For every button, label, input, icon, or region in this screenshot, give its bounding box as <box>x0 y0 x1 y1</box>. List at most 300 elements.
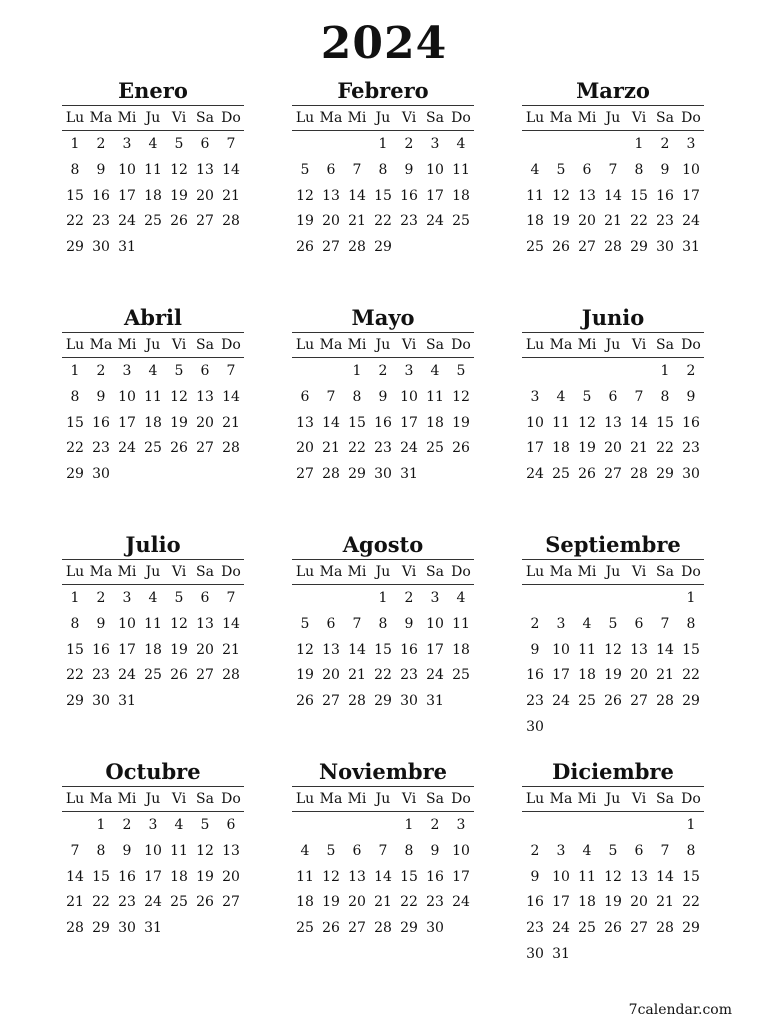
month-febrero <box>292 76 474 303</box>
weekday-label: Mi <box>117 337 137 353</box>
day-cell: 12 <box>578 414 596 431</box>
empty-cell <box>574 359 600 385</box>
weekday-label: Sa <box>196 337 214 353</box>
empty-cell <box>522 586 548 612</box>
weekday-label: Vi <box>171 564 187 580</box>
month-name: Diciembre <box>552 759 674 784</box>
day-cell: 27 <box>578 239 596 256</box>
weekday-label: Lu <box>295 110 315 126</box>
day-cell: 30 <box>526 945 544 962</box>
day-cell: 21 <box>374 894 392 911</box>
day-cell: 29 <box>630 239 648 256</box>
empty-cell <box>522 359 548 385</box>
weekday-label: Lu <box>295 564 315 580</box>
day-cell: 16 <box>92 187 110 204</box>
day-cell: 9 <box>660 161 670 178</box>
site-watermark: 7calendar.com <box>628 1002 732 1018</box>
day-cell: 26 <box>170 667 188 684</box>
day-cell: 23 <box>92 440 110 457</box>
day-cell: 5 <box>300 615 310 632</box>
day-cell: 29 <box>66 466 84 483</box>
month-name: Junio <box>581 305 645 330</box>
day-cell: 29 <box>374 693 392 710</box>
day-cell: 20 <box>222 868 240 885</box>
day-cell: 25 <box>144 440 162 457</box>
day-cell: 3 <box>556 842 566 859</box>
day-cell: 7 <box>378 842 388 859</box>
day-cell: 11 <box>296 868 314 885</box>
months-grid <box>62 76 704 984</box>
weekday-label: Sa <box>656 337 674 353</box>
day-cell: 15 <box>348 414 366 431</box>
day-cell: 30 <box>426 920 444 937</box>
weekday-label: Ma <box>549 337 573 353</box>
weekday-label: Ju <box>375 337 391 353</box>
day-cell: 17 <box>118 187 136 204</box>
weekday-label: Do <box>681 337 701 353</box>
day-cell: 7 <box>352 161 362 178</box>
weekday-label: Ju <box>375 564 391 580</box>
day-cell: 4 <box>582 615 592 632</box>
day-cell: 31 <box>400 466 418 483</box>
weekday-label: Ju <box>605 564 621 580</box>
day-cell: 22 <box>682 894 700 911</box>
day-cell: 8 <box>634 161 644 178</box>
day-cell: 27 <box>222 894 240 911</box>
day-cell: 11 <box>452 615 470 632</box>
day-cell: 20 <box>578 213 596 230</box>
day-cell: 7 <box>608 161 618 178</box>
day-cell: 23 <box>526 920 544 937</box>
weekday-label: Mi <box>347 564 367 580</box>
weekday-label: Ma <box>89 791 113 807</box>
day-cell: 6 <box>226 817 236 833</box>
day-cell: 28 <box>222 213 240 230</box>
day-cell: 1 <box>70 136 80 152</box>
day-cell: 28 <box>222 667 240 684</box>
day-cell: 26 <box>196 894 214 911</box>
day-cell: 12 <box>296 641 314 658</box>
day-cell: 22 <box>682 667 700 684</box>
day-cell: 30 <box>118 920 136 937</box>
weekday-label: Ma <box>549 564 573 580</box>
weekday-label: Ma <box>549 791 573 807</box>
day-cell: 17 <box>682 187 700 204</box>
day-cell: 25 <box>578 693 596 710</box>
day-cell: 29 <box>682 920 700 937</box>
weekday-header <box>522 786 704 812</box>
day-cell: 5 <box>456 363 466 379</box>
weekday-label: Ju <box>375 110 391 126</box>
day-cell: 9 <box>96 161 106 178</box>
day-cell: 6 <box>326 161 336 178</box>
weekday-label: Ju <box>605 337 621 353</box>
weekday-label: Mi <box>117 791 137 807</box>
day-cell: 21 <box>630 440 648 457</box>
day-grid <box>62 813 244 942</box>
day-cell: 16 <box>400 641 418 658</box>
day-cell: 22 <box>66 667 84 684</box>
weekday-label: Mi <box>577 110 597 126</box>
day-cell: 12 <box>452 388 470 405</box>
day-cell: 11 <box>144 615 162 632</box>
weekday-label: Do <box>681 564 701 580</box>
day-cell: 14 <box>604 187 622 204</box>
day-cell: 19 <box>170 641 188 658</box>
day-cell: 17 <box>552 894 570 911</box>
weekday-label: Mi <box>347 791 367 807</box>
day-cell: 8 <box>686 842 696 859</box>
day-cell: 22 <box>400 894 418 911</box>
day-cell: 8 <box>404 842 414 859</box>
day-cell: 22 <box>630 213 648 230</box>
day-cell: 24 <box>144 894 162 911</box>
weekday-header <box>62 786 244 812</box>
empty-cell <box>292 586 318 612</box>
day-cell: 9 <box>404 161 414 178</box>
day-cell: 19 <box>552 213 570 230</box>
day-cell: 9 <box>530 641 540 658</box>
day-cell: 6 <box>326 615 336 632</box>
day-cell: 29 <box>66 239 84 256</box>
day-cell: 13 <box>322 187 340 204</box>
day-cell: 25 <box>144 213 162 230</box>
weekday-label: Do <box>451 791 471 807</box>
day-cell: 19 <box>196 868 214 885</box>
day-cell: 11 <box>552 414 570 431</box>
day-cell: 15 <box>682 641 700 658</box>
day-cell: 11 <box>170 842 188 859</box>
day-cell: 3 <box>686 136 696 152</box>
day-cell: 17 <box>452 868 470 885</box>
day-cell: 15 <box>374 641 392 658</box>
empty-cell <box>548 586 574 612</box>
day-cell: 4 <box>456 136 466 152</box>
day-cell: 2 <box>530 615 540 632</box>
day-cell: 8 <box>686 615 696 632</box>
day-cell: 21 <box>656 667 674 684</box>
empty-cell <box>344 586 370 612</box>
weekday-label: Lu <box>525 791 545 807</box>
day-cell: 13 <box>196 161 214 178</box>
empty-cell <box>574 813 600 839</box>
day-cell: 30 <box>526 718 544 735</box>
day-grid <box>62 359 244 488</box>
day-cell: 10 <box>426 615 444 632</box>
day-cell: 10 <box>426 161 444 178</box>
day-cell: 21 <box>656 894 674 911</box>
day-cell: 5 <box>608 842 618 859</box>
day-cell: 21 <box>66 894 84 911</box>
day-cell: 13 <box>196 615 214 632</box>
empty-cell <box>318 586 344 612</box>
day-cell: 20 <box>196 414 214 431</box>
day-cell: 13 <box>196 388 214 405</box>
day-cell: 16 <box>426 868 444 885</box>
day-cell: 26 <box>296 239 314 256</box>
day-cell: 12 <box>170 161 188 178</box>
day-cell: 1 <box>96 817 106 833</box>
day-cell: 5 <box>608 615 618 632</box>
day-cell: 3 <box>122 590 132 606</box>
day-cell: 11 <box>452 161 470 178</box>
day-cell: 3 <box>556 615 566 632</box>
day-cell: 17 <box>526 440 544 457</box>
day-cell: 15 <box>66 187 84 204</box>
day-cell: 21 <box>222 187 240 204</box>
empty-cell <box>652 813 678 839</box>
day-cell: 25 <box>170 894 188 911</box>
day-cell: 19 <box>452 414 470 431</box>
day-cell: 20 <box>348 894 366 911</box>
day-cell: 26 <box>322 920 340 937</box>
day-cell: 30 <box>682 466 700 483</box>
day-cell: 4 <box>556 388 566 405</box>
day-cell: 10 <box>118 615 136 632</box>
day-cell: 1 <box>70 590 80 606</box>
day-cell: 10 <box>144 842 162 859</box>
weekday-label: Lu <box>65 791 85 807</box>
weekday-label: Do <box>221 337 241 353</box>
day-cell: 3 <box>148 817 158 833</box>
weekday-label: Sa <box>426 791 444 807</box>
empty-cell <box>318 132 344 158</box>
day-cell: 20 <box>322 213 340 230</box>
day-cell: 2 <box>96 136 106 152</box>
month-julio <box>62 530 244 757</box>
day-cell: 30 <box>656 239 674 256</box>
weekday-header <box>62 559 244 585</box>
day-cell: 15 <box>400 868 418 885</box>
day-cell: 9 <box>686 388 696 405</box>
day-cell: 7 <box>660 842 670 859</box>
day-cell: 2 <box>404 590 414 606</box>
day-cell: 6 <box>300 388 310 405</box>
day-cell: 13 <box>630 641 648 658</box>
day-cell: 21 <box>348 667 366 684</box>
day-cell: 14 <box>374 868 392 885</box>
day-cell: 31 <box>426 693 444 710</box>
weekday-label: Do <box>221 564 241 580</box>
day-cell: 6 <box>352 842 362 859</box>
weekday-label: Vi <box>631 564 647 580</box>
weekday-label: Vi <box>171 791 187 807</box>
day-cell: 15 <box>630 187 648 204</box>
day-cell: 10 <box>552 641 570 658</box>
day-cell: 24 <box>682 213 700 230</box>
month-septiembre <box>522 530 704 757</box>
day-cell: 27 <box>196 667 214 684</box>
empty-cell <box>292 359 318 385</box>
empty-cell <box>292 132 318 158</box>
day-cell: 19 <box>604 894 622 911</box>
weekday-label: Lu <box>295 337 315 353</box>
day-cell: 20 <box>630 894 648 911</box>
weekday-label: Ju <box>145 791 161 807</box>
day-grid <box>292 586 474 715</box>
empty-cell <box>574 586 600 612</box>
day-cell: 18 <box>578 667 596 684</box>
day-cell: 26 <box>578 466 596 483</box>
day-cell: 18 <box>578 894 596 911</box>
day-cell: 31 <box>118 693 136 710</box>
day-cell: 14 <box>630 414 648 431</box>
day-cell: 28 <box>604 239 622 256</box>
day-cell: 23 <box>682 440 700 457</box>
day-cell: 3 <box>530 388 540 405</box>
day-cell: 1 <box>660 363 670 379</box>
day-cell: 4 <box>174 817 184 833</box>
day-cell: 16 <box>118 868 136 885</box>
day-cell: 24 <box>426 213 444 230</box>
day-cell: 13 <box>296 414 314 431</box>
day-cell: 1 <box>686 817 696 833</box>
day-cell: 26 <box>604 920 622 937</box>
day-cell: 24 <box>526 466 544 483</box>
day-cell: 4 <box>148 136 158 152</box>
day-cell: 13 <box>578 187 596 204</box>
weekday-label: Do <box>451 110 471 126</box>
day-cell: 30 <box>92 466 110 483</box>
day-cell: 8 <box>378 161 388 178</box>
weekday-label: Do <box>451 337 471 353</box>
weekday-label: Mi <box>347 110 367 126</box>
day-cell: 12 <box>604 868 622 885</box>
day-cell: 23 <box>526 693 544 710</box>
weekday-label: Do <box>681 791 701 807</box>
day-cell: 9 <box>530 868 540 885</box>
day-cell: 19 <box>578 440 596 457</box>
day-cell: 8 <box>70 388 80 405</box>
day-cell: 26 <box>604 693 622 710</box>
day-cell: 18 <box>170 868 188 885</box>
day-cell: 17 <box>144 868 162 885</box>
day-cell: 30 <box>374 466 392 483</box>
month-name: Septiembre <box>545 532 681 557</box>
weekday-label: Ma <box>319 110 343 126</box>
day-cell: 28 <box>348 239 366 256</box>
weekday-label: Lu <box>65 564 85 580</box>
weekday-label: Sa <box>656 110 674 126</box>
day-cell: 29 <box>656 466 674 483</box>
day-cell: 27 <box>322 239 340 256</box>
weekday-label: Mi <box>577 791 597 807</box>
weekday-label: Ju <box>605 791 621 807</box>
day-cell: 8 <box>660 388 670 405</box>
empty-cell <box>548 132 574 158</box>
day-grid <box>292 359 474 488</box>
day-cell: 29 <box>348 466 366 483</box>
day-cell: 19 <box>296 213 314 230</box>
weekday-header <box>522 559 704 585</box>
day-cell: 5 <box>174 136 184 152</box>
day-cell: 23 <box>92 667 110 684</box>
weekday-header <box>62 332 244 358</box>
month-name: Julio <box>125 532 181 557</box>
day-cell: 19 <box>170 187 188 204</box>
weekday-label: Lu <box>525 110 545 126</box>
day-cell: 19 <box>604 667 622 684</box>
day-cell: 31 <box>118 239 136 256</box>
weekday-label: Ju <box>375 791 391 807</box>
weekday-label: Vi <box>171 110 187 126</box>
day-cell: 3 <box>430 136 440 152</box>
day-cell: 31 <box>552 945 570 962</box>
day-cell: 11 <box>578 868 596 885</box>
day-cell: 18 <box>526 213 544 230</box>
day-cell: 18 <box>296 894 314 911</box>
day-grid <box>522 813 704 968</box>
weekday-label: Lu <box>295 791 315 807</box>
day-cell: 3 <box>456 817 466 833</box>
weekday-label: Sa <box>196 791 214 807</box>
weekday-label: Do <box>221 791 241 807</box>
day-cell: 18 <box>452 641 470 658</box>
day-cell: 23 <box>400 667 418 684</box>
day-cell: 24 <box>118 213 136 230</box>
day-cell: 15 <box>66 641 84 658</box>
day-cell: 6 <box>634 615 644 632</box>
weekday-label: Mi <box>347 337 367 353</box>
month-name: Octubre <box>105 759 201 784</box>
weekday-label: Mi <box>577 337 597 353</box>
day-cell: 17 <box>118 641 136 658</box>
day-cell: 20 <box>630 667 648 684</box>
day-cell: 2 <box>378 363 388 379</box>
day-grid <box>522 586 704 741</box>
weekday-label: Vi <box>631 110 647 126</box>
day-cell: 27 <box>196 213 214 230</box>
weekday-label: Mi <box>577 564 597 580</box>
day-cell: 18 <box>144 641 162 658</box>
weekday-label: Ma <box>89 110 113 126</box>
day-cell: 5 <box>582 388 592 405</box>
day-cell: 14 <box>322 414 340 431</box>
day-cell: 8 <box>70 615 80 632</box>
day-cell: 28 <box>322 466 340 483</box>
day-cell: 11 <box>144 388 162 405</box>
day-cell: 16 <box>92 641 110 658</box>
day-cell: 22 <box>66 213 84 230</box>
day-cell: 31 <box>144 920 162 937</box>
weekday-label: Ju <box>605 110 621 126</box>
day-cell: 22 <box>92 894 110 911</box>
day-cell: 29 <box>92 920 110 937</box>
day-cell: 20 <box>296 440 314 457</box>
weekday-label: Ju <box>145 337 161 353</box>
day-cell: 9 <box>96 615 106 632</box>
day-cell: 19 <box>296 667 314 684</box>
day-cell: 13 <box>604 414 622 431</box>
day-cell: 13 <box>630 868 648 885</box>
day-cell: 16 <box>656 187 674 204</box>
weekday-label: Sa <box>656 791 674 807</box>
day-cell: 27 <box>630 693 648 710</box>
day-cell: 29 <box>400 920 418 937</box>
day-cell: 21 <box>604 213 622 230</box>
day-cell: 10 <box>118 161 136 178</box>
month-octubre <box>62 757 244 984</box>
day-cell: 4 <box>582 842 592 859</box>
weekday-label: Do <box>681 110 701 126</box>
month-name: Abril <box>124 305 182 330</box>
day-cell: 28 <box>630 466 648 483</box>
day-cell: 14 <box>222 615 240 632</box>
day-cell: 15 <box>66 414 84 431</box>
day-cell: 17 <box>426 641 444 658</box>
day-cell: 2 <box>122 817 132 833</box>
day-cell: 10 <box>400 388 418 405</box>
